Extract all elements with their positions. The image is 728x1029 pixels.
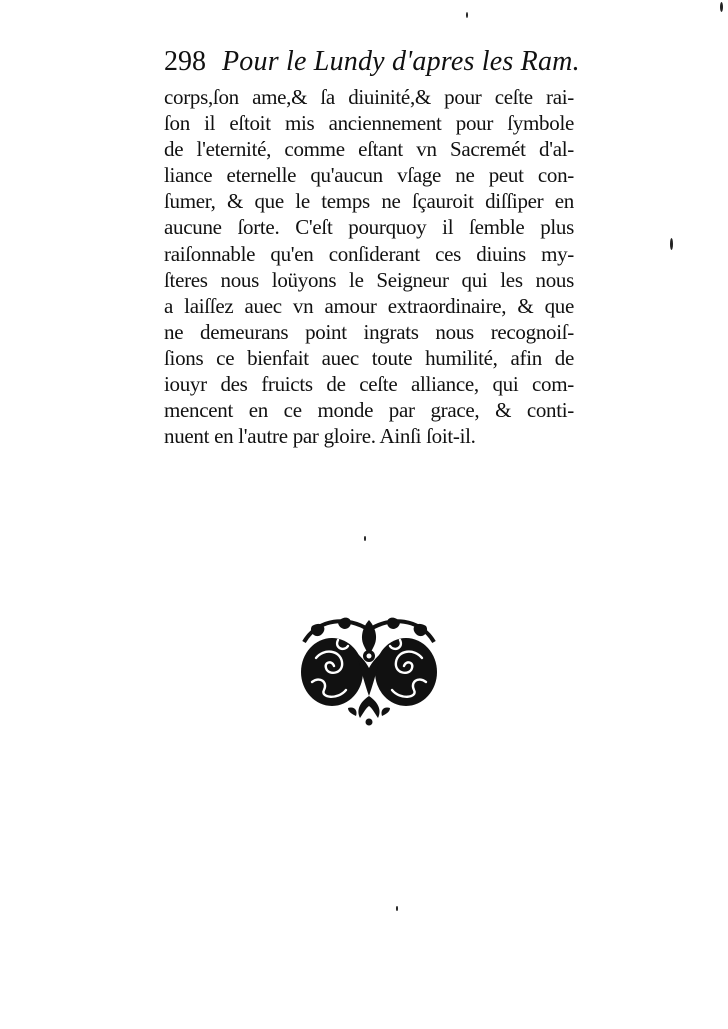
text-line: ſteres nous loüyons le Seigneur qui les nous xyxy=(164,267,574,292)
text-line: ne demeurans point ingrats nous recognoiſ- xyxy=(164,319,574,344)
paper-speck xyxy=(720,2,723,12)
paper-speck xyxy=(396,906,398,911)
text-line: liance eternelle qu'aucun vſage ne peut con- xyxy=(164,163,574,188)
paper-speck xyxy=(364,536,366,541)
body-text xyxy=(164,84,574,449)
page-number: 298 xyxy=(164,46,206,77)
text-line: iouyr des fruicts de ceſte alliance, qui com- xyxy=(164,372,574,397)
floral-tailpiece-ornament-icon xyxy=(298,612,440,726)
text-line: ſumer, & que le temps ne ſçauroit diſſiper en xyxy=(164,189,574,214)
text-line: nuent en l'autre par gloire. Ainſi ſoit-il. xyxy=(164,424,476,449)
text-line: ſon il eſtoit mis anciennement pour ſymbole xyxy=(164,111,574,136)
running-title: Pour le Lundy d'apres les Ram. xyxy=(222,46,580,77)
paper-speck xyxy=(466,12,468,18)
text-line: aucune ſorte. C'eſt pourquoy il ſemble plus xyxy=(164,215,574,240)
text-line: raiſonnable qu'en conſiderant ces diuins my- xyxy=(164,241,574,266)
running-header xyxy=(164,46,580,86)
text-line: mencent en ce monde par grace, & conti- xyxy=(164,398,574,423)
paper-speck xyxy=(670,238,673,250)
text-line: corps,ſon ame,& ſa diuinité,& pour ceſte rai- xyxy=(164,85,574,109)
text-line: ſions ce bienfait auec toute humilité, afin de xyxy=(164,345,574,370)
text-line: de l'eternité, comme eſtant vn Sacremét d'al- xyxy=(164,137,574,162)
text-line: a laiſſez auec vn amour extraordinaire, & que xyxy=(164,293,574,318)
